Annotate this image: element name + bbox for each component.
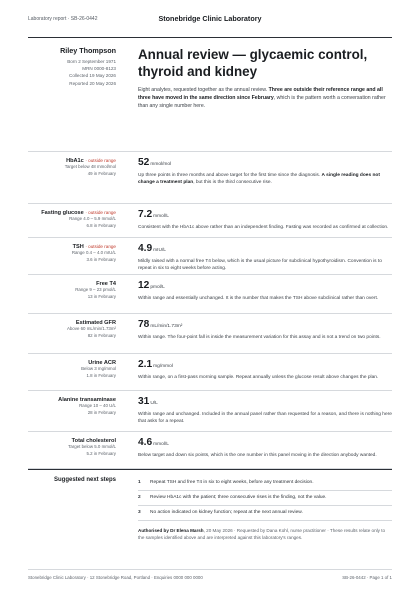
previous-result: 13 in February <box>87 293 116 299</box>
result-value: 4.9 <box>138 243 153 254</box>
report-reference: Laboratory report · SB-26-0442 <box>28 15 98 22</box>
previous-result: 5.2 in February <box>86 450 116 456</box>
result-unit: mmol/L <box>153 442 169 447</box>
result-commentary: Within range. The four-point fall is inside the measurement variation for this assay and is not a trend on two points. <box>138 335 381 340</box>
authorisation-note: Authorised by Dr Elena Marsh, 20 May 2026 · Requested by Dana Kohl, nurse practitioner · These results relate only to the samples identified above and are interpreted against this laboratory's ranges. <box>138 528 386 540</box>
result-value: 31 <box>138 396 150 407</box>
step-text: No action indicated on kidney function; repeat at the next annual review. <box>150 510 303 515</box>
collected-date: Collected 19 May 2026 <box>69 73 116 79</box>
page-title: Annual review — glycaemic control, thyroid and kidney <box>138 47 368 79</box>
reference-range: Below 3 mg/mmol <box>81 366 116 371</box>
report-header <box>28 0 392 38</box>
result-unit: U/L <box>150 401 158 406</box>
result-value: 12 <box>138 280 150 291</box>
result-row <box>28 391 392 432</box>
result-commentary: Below target and down six points, which is the one number in this panel moving in the direction anybody wanted. <box>138 453 377 458</box>
reference-range: Range 4.0 – 5.9 mmol/L <box>69 216 116 221</box>
out-of-range-flag: · outside range <box>85 210 116 215</box>
result-row <box>28 432 392 469</box>
next-steps-section <box>28 469 392 541</box>
result-commentary: Within range and essentially unchanged. It is the number that makes the TSH above subclinical rather than overt. <box>138 296 379 301</box>
result-commentary: Up three points in three months and above target for the first time since the diagnosis. A single reading does not change a treatment plan, but this is the third consecutive rise. <box>138 173 380 186</box>
report-intro <box>28 38 392 152</box>
footer-address: Stonebridge Clinic Laboratory · 12 Stonebridge Road, Portland · Enquiries 0000 000 0000 <box>28 575 203 580</box>
result-row <box>28 314 392 354</box>
reference-range: Range 0.4 – 4.0 mIU/L <box>71 250 116 255</box>
result-commentary: Mildly raised with a normal free T4 below, which is the usual picture for subclinical hypothyroidism. Convention is to repeat in six to eight weeks before acting. <box>138 259 382 272</box>
previous-result: 82 in February <box>87 332 116 338</box>
analyte-name: Total cholesterol <box>71 438 116 444</box>
result-unit: mIU/L <box>153 248 166 253</box>
result-unit: mmol/mol <box>150 162 172 167</box>
step-text: Review HbA1c with the patient; three consecutive rises is the finding, not the value. <box>150 495 327 500</box>
result-unit: mg/mmol <box>153 364 173 369</box>
analyte-name: Free T4 <box>96 281 116 287</box>
patient-name: Riley Thompson <box>60 46 116 55</box>
results-list <box>28 152 392 469</box>
next-step-item <box>138 506 392 521</box>
reference-range: Range 9 – 23 pmol/L <box>75 287 116 292</box>
result-row <box>28 204 392 238</box>
summary-paragraph: Eight analytes, requested together as the annual review. Three are outside their reference range and all three have moved in the same direction since February, which is the pattern worth a conversation rather than any single number here. <box>138 87 386 110</box>
previous-result: 1.8 in February <box>86 372 116 378</box>
result-value: 4.6 <box>138 437 153 448</box>
result-unit: pmol/L <box>150 285 165 290</box>
out-of-range-flag: · outside range <box>85 244 116 249</box>
result-unit: mmol/L <box>153 214 169 219</box>
out-of-range-flag: · outside range <box>85 158 116 163</box>
result-row <box>28 275 392 314</box>
result-commentary: Consistent with the HbA1c above rather than an independent finding. Fasting was recorded as confirmed at collection. <box>138 225 389 230</box>
result-value: 7.2 <box>138 209 153 220</box>
previous-result: 3.6 in February <box>86 256 116 262</box>
result-value: 2.1 <box>138 359 153 370</box>
analyte-name: Fasting glucose <box>41 210 84 216</box>
result-unit: mL/min/1.73m² <box>150 324 183 329</box>
step-number: 1 <box>138 480 141 485</box>
reference-range: Target below 5.0 mmol/L <box>68 444 116 449</box>
footer-page-number: SB-26-0442 · Page 1 of 1 <box>342 575 392 580</box>
result-row <box>28 238 392 275</box>
previous-result: 28 in February <box>87 409 116 415</box>
next-steps-heading: Suggested next steps <box>53 477 116 483</box>
patient-mrn: MRN 0000-8123 <box>82 66 116 72</box>
analyte-name: TSH <box>72 244 84 250</box>
result-value: 52 <box>138 157 150 168</box>
reported-date: Reported 20 May 2026 <box>69 80 116 86</box>
result-row <box>28 152 392 204</box>
previous-result: 49 in February <box>87 170 116 176</box>
analyte-name: Urine ACR <box>88 360 116 366</box>
result-commentary: Within range, on a first-pass morning sample. Repeat annually unless the glucose result above changes the plan. <box>138 375 379 380</box>
result-value: 78 <box>138 319 150 330</box>
previous-result: 6.8 in February <box>86 222 116 228</box>
patient-born: Born 2 September 1971 <box>67 59 116 64</box>
step-number: 2 <box>138 495 141 500</box>
patient-details <box>28 46 124 151</box>
step-number: 3 <box>138 510 141 515</box>
next-step-item <box>138 476 392 491</box>
analyte-name: Estimated GFR <box>75 320 116 326</box>
lab-name: Stonebridge Clinic Laboratory <box>158 14 262 23</box>
reference-range: Target below 48 mmol/mol <box>64 164 116 169</box>
next-step-item <box>138 491 392 506</box>
analyte-name: HbA1c <box>66 158 84 164</box>
reference-range: Range 10 – 40 U/L <box>79 403 116 408</box>
result-row <box>28 354 392 391</box>
step-text: Repeat TSH and free T4 in six to eight weeks, before any treatment decision. <box>150 480 314 485</box>
reference-range: Above 60 mL/min/1.73m² <box>66 326 116 331</box>
report-footer <box>28 569 392 580</box>
result-commentary: Within range and unchanged. Included in the annual panel rather than requested for a reason, and there is nothing here that asks for a repeat. <box>138 412 392 425</box>
analyte-name: Alanine transaminase <box>58 397 116 403</box>
